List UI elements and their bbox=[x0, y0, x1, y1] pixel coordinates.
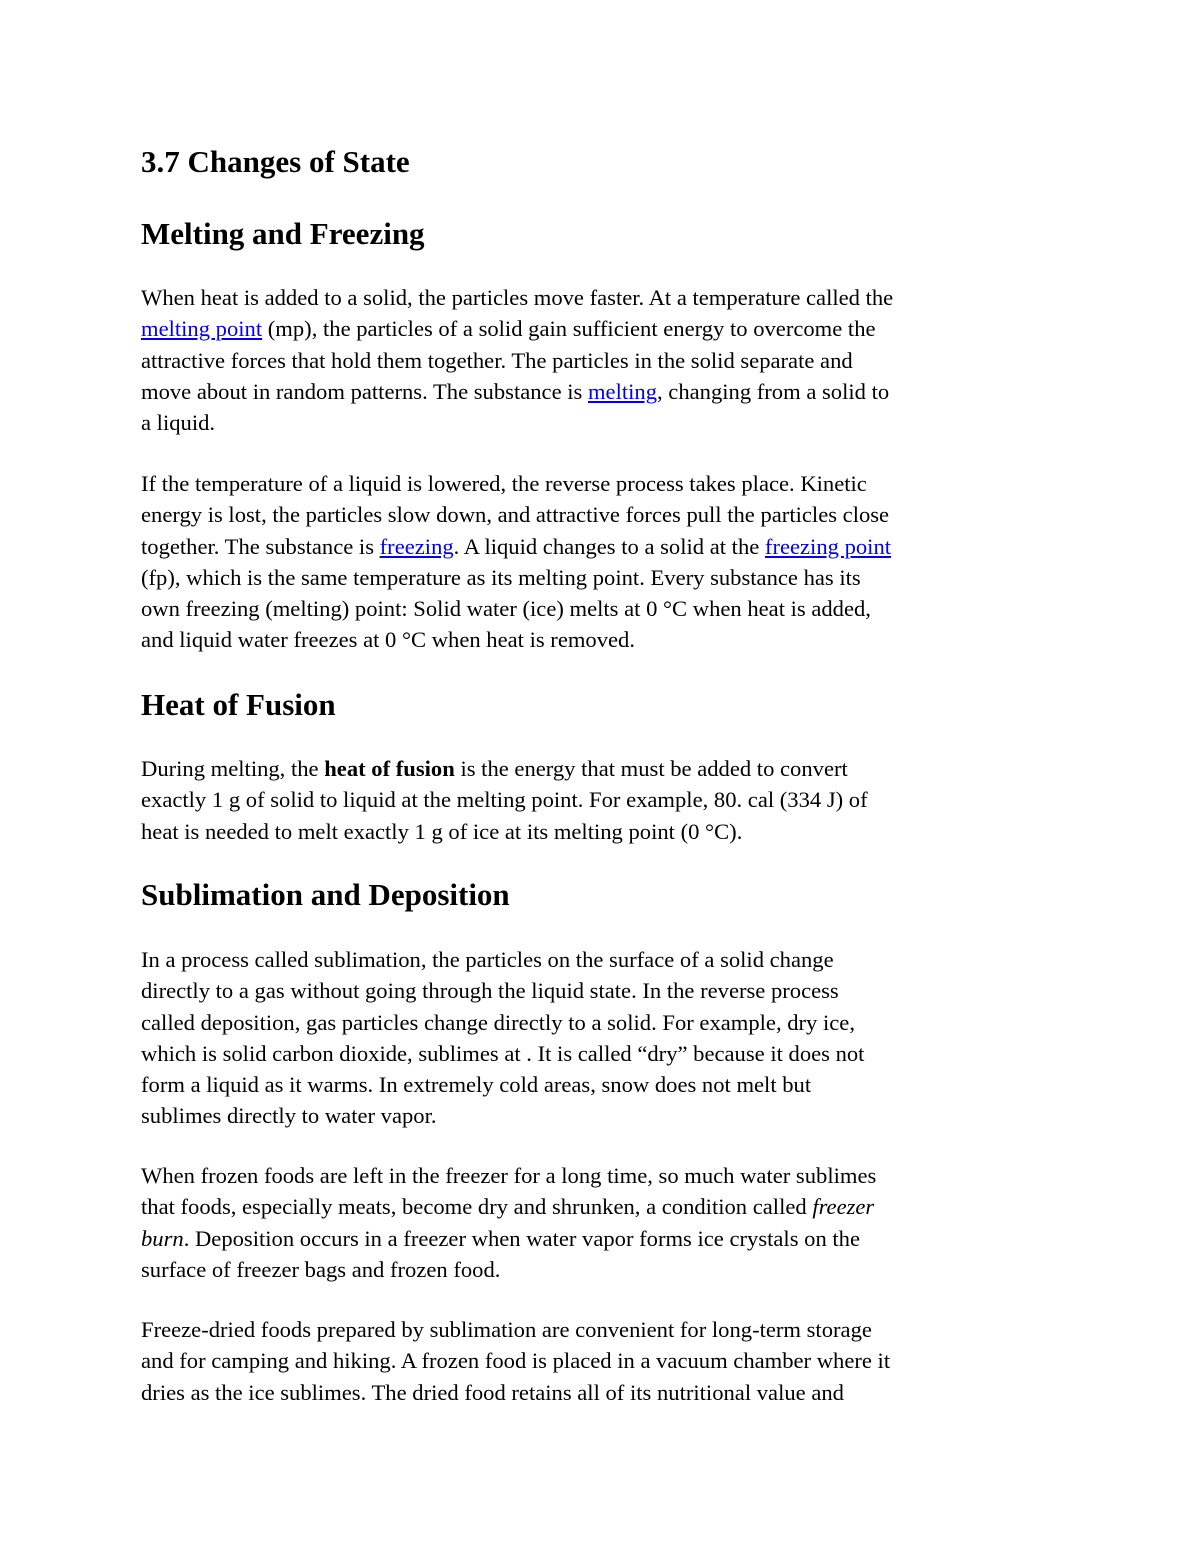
link-melting[interactable]: melting bbox=[587, 378, 657, 404]
paragraph-line: form a liquid as it warms. In extremely cold areas, snow does not melt but bbox=[141, 1072, 812, 1098]
paragraph-melting bbox=[141, 282, 1061, 438]
text-segment: . A liquid changes to a solid at the bbox=[453, 533, 765, 559]
paragraph-line bbox=[141, 531, 1061, 562]
paragraph-freeze-dried bbox=[141, 1314, 1061, 1408]
paragraph-line bbox=[141, 376, 1061, 407]
paragraph-line: In a process called sublimation, the particles on the surface of a solid change bbox=[141, 947, 834, 972]
text-segment: that foods, especially meats, become dry and shrunken, a condition called bbox=[141, 1194, 813, 1220]
paragraph-line: energy is lost, the particles slow down, and attractive forces pull the particles close bbox=[141, 502, 890, 528]
paragraph-sublimation bbox=[141, 944, 1061, 1132]
text-segment: move about in random patterns. The substance is bbox=[141, 378, 588, 404]
paragraph-line: If the temperature of a liquid is lowered, the reverse process takes place. Kinetic bbox=[141, 471, 867, 496]
heading-heat-of-fusion: Heat of Fusion bbox=[141, 687, 336, 722]
paragraph-freezer-burn bbox=[141, 1160, 1061, 1285]
paragraph-line: When heat is added to a solid, the particles move faster. At a temperature called the bbox=[141, 285, 894, 310]
paragraph-line: heat is needed to melt exactly 1 g of ice at its melting point (0 °C). bbox=[141, 818, 743, 844]
paragraph-line: own freezing (melting) point: Solid water (ice) melts at 0 °C when heat is added, bbox=[141, 596, 871, 622]
paragraph-line bbox=[141, 1223, 1061, 1254]
paragraph-line bbox=[141, 753, 1061, 784]
paragraph-line bbox=[141, 1191, 1061, 1222]
paragraph-heat-of-fusion bbox=[141, 753, 1061, 847]
paragraph-line: a liquid. bbox=[141, 410, 216, 436]
paragraph-line: called deposition, gas particles change directly to a solid. For example, dry ice, bbox=[141, 1009, 855, 1035]
paragraph-line: Freeze-dried foods prepared by sublimation are convenient for long-term storage bbox=[141, 1317, 872, 1342]
text-segment: , changing from a solid to bbox=[657, 378, 890, 404]
italic-term-burn: burn bbox=[141, 1225, 184, 1251]
link-melting-point[interactable]: melting point bbox=[141, 316, 263, 342]
paragraph-line: directly to a gas without going through the liquid state. In the reverse process bbox=[141, 978, 839, 1004]
bold-term-heat-of-fusion: heat of fusion bbox=[324, 756, 455, 781]
paragraph-line: When frozen foods are left in the freezer for a long time, so much water sublimes bbox=[141, 1163, 877, 1188]
paragraph-line: surface of freezer bags and frozen food. bbox=[141, 1256, 501, 1282]
paragraph-line: and for camping and hiking. A frozen food is placed in a vacuum chamber where it bbox=[141, 1348, 891, 1374]
paragraph-line: and liquid water freezes at 0 °C when heat is removed. bbox=[141, 627, 635, 653]
text-segment: (mp), the particles of a solid gain sufficient energy to overcome the bbox=[262, 316, 876, 342]
italic-term-freezer: freezer bbox=[812, 1194, 875, 1220]
document-title: 3.7 Changes of State bbox=[141, 144, 410, 179]
link-freezing[interactable]: freezing bbox=[379, 533, 454, 559]
heading-melting-and-freezing: Melting and Freezing bbox=[141, 216, 425, 251]
text-segment: together. The substance is bbox=[141, 533, 380, 559]
paragraph-line bbox=[141, 313, 1061, 344]
paragraph-line: sublimes directly to water vapor. bbox=[141, 1103, 437, 1129]
text-segment: . Deposition occurs in a freezer when water vapor forms ice crystals on the bbox=[183, 1225, 860, 1251]
paragraph-line: attractive forces that hold them together. The particles in the solid separate and bbox=[141, 347, 853, 373]
paragraph-freezing bbox=[141, 468, 1061, 656]
text-segment: is the energy that must be added to convert bbox=[454, 756, 848, 781]
paragraph-line: (fp), which is the same temperature as its melting point. Every substance has its bbox=[141, 564, 861, 590]
paragraph-line: which is solid carbon dioxide, sublimes at . It is called “dry” because it does not bbox=[141, 1040, 865, 1066]
link-freezing-point[interactable]: freezing point bbox=[764, 533, 892, 559]
paragraph-line: exactly 1 g of solid to liquid at the melting point. For example, 80. cal (334 J) of bbox=[141, 787, 868, 813]
heading-sublimation-and-deposition: Sublimation and Deposition bbox=[141, 877, 510, 912]
text-segment: During melting, the bbox=[141, 756, 325, 781]
paragraph-line: dries as the ice sublimes. The dried food retains all of its nutritional value and bbox=[141, 1379, 844, 1405]
